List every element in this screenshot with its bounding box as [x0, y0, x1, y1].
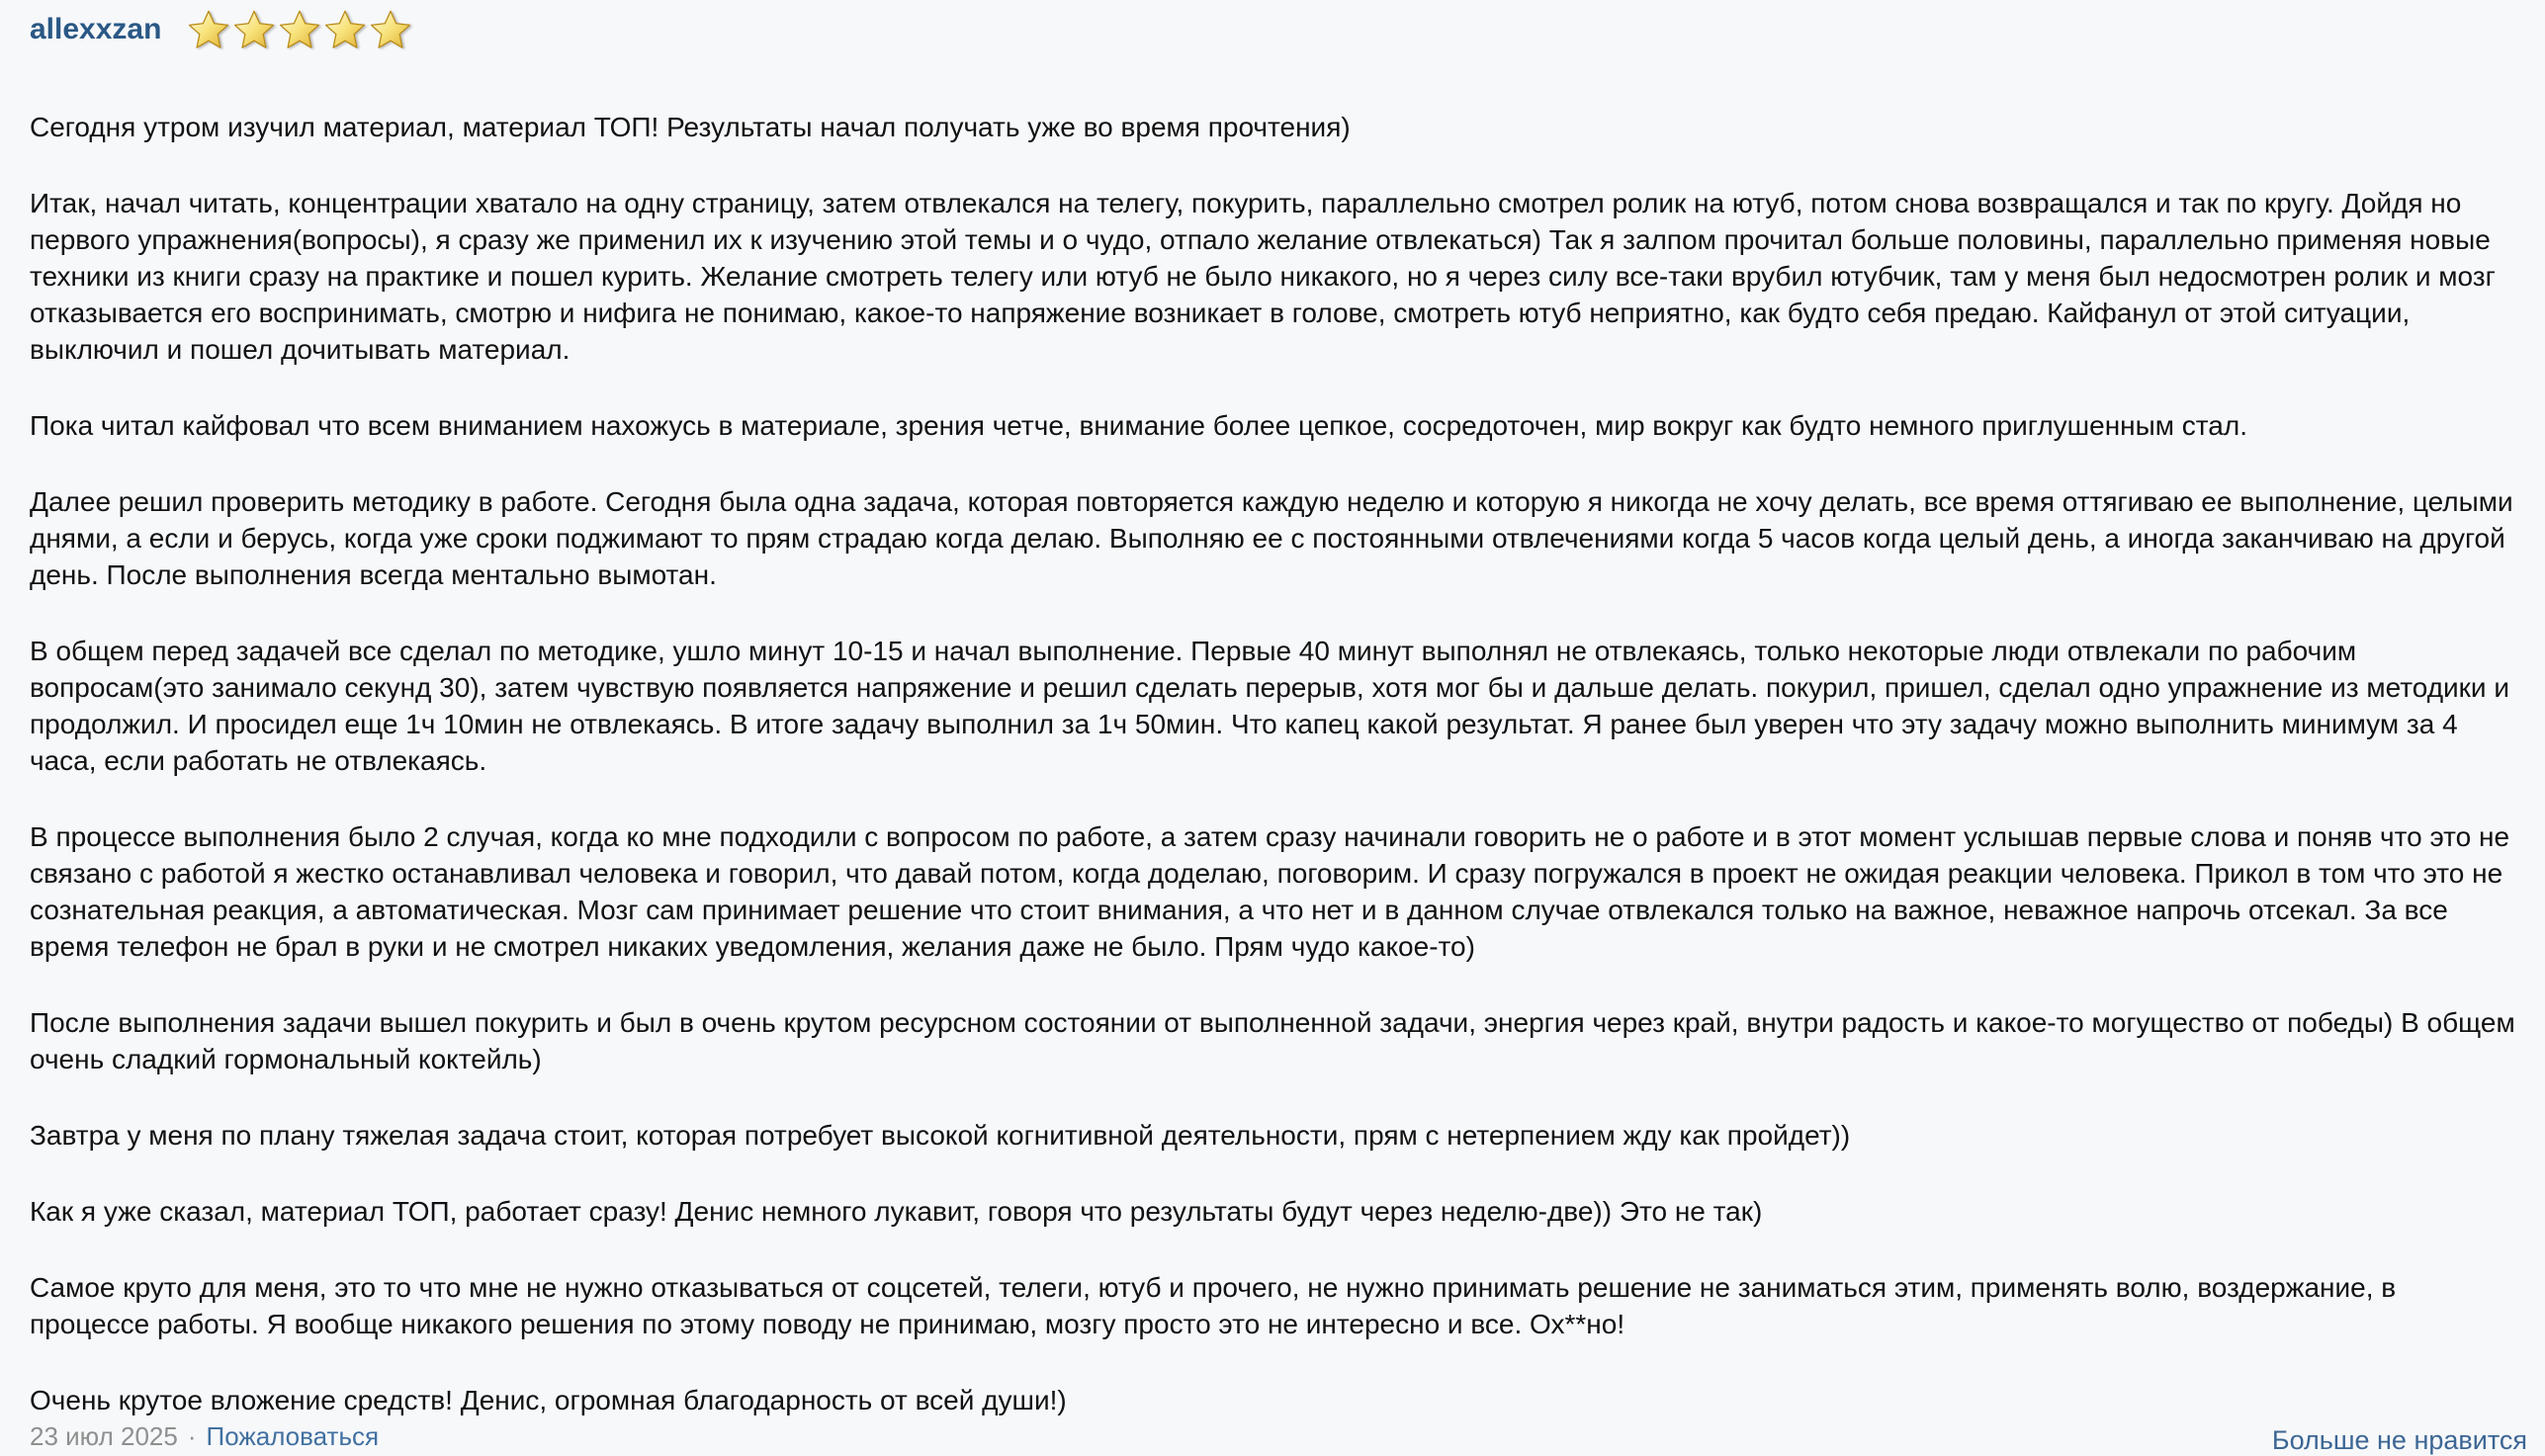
star-icon	[278, 8, 321, 51]
star-icon	[232, 8, 276, 51]
review-header	[30, 8, 2515, 51]
review-text	[30, 109, 2515, 1418]
review-paragraph: Очень крутое вложение средств! Денис, огромная благодарность от всей души!)	[30, 1385, 1067, 1415]
review-paragraph: Далее решил проверить методику в работе. Сегодня была одна задача, которая повторяется каждую неделю и которую я никогда не хочу делать, все время оттягиваю ее выполнение, целыми днями, а если и берусь, когда уже сроки поджимают то прям страдаю когда делаю. Выполняю ее с постоянными отвлечениями когда 5 часов когда целый день, а иногда заканчиваю на другой день. После выполнения всегда ментально вымотан.	[30, 486, 2513, 590]
review-paragraph: Итак, начал читать, концентрации хватало на одну страницу, затем отвлекался на телегу, покурить, параллельно смотрел ролик на ютуб, потом снова возвращался и так по кругу. Дойдя но первого упражнения(вопросы), я сразу же применил их к изучению этой темы и о чудо, отпало желание отвлекаться) Так я залпом прочитал больше половины, параллельно применяя новые техники из книги сразу на практике и пошел курить. Желание смотреть телегу или ютуб не было никакого, но я через силу все-таки врубил ютубчик, там у меня был недосмотрен ролик и мозг отказывается его воспринимать, смотрю и нифига не понимаю, какое-то напряжение возникает в голове, смотреть ютуб неприятно, как будто себя предаю. Кайфанул от этой ситуации, выключил и пошел дочитывать материал.	[30, 188, 2496, 365]
review-paragraph: В общем перед задачей все сделал по методике, ушло минут 10-15 и начал выполнение. Первые 40 минут выполнял не отвлекаясь, только некоторые люди отвлекали по рабочим вопросам(это занимало секунд 30), затем чувствую появляется напряжение и решил сделать перерыв, хотя мог бы и дальше делать. покурил, пришел, сделал одно упражнение из методики и продолжил. И просидел еще 1ч 10мин не отвлекаясь. В итоге задачу выполнил за 1ч 50мин. Что капец какой результат. Я ранее был уверен что эту задачу можно выполнить минимум за 4 часа, если работать не отвлекаясь.	[30, 636, 2509, 776]
review-footer	[30, 1421, 379, 1452]
review-paragraph: Пока читал кайфовал что всем вниманием нахожусь в материале, зрения четче, внимание более цепкое, сосредоточен, мир вокруг как будто немного приглушенным стал.	[30, 410, 2247, 441]
username-link[interactable]: allexxzan	[30, 13, 162, 45]
rating-stars	[187, 8, 412, 51]
separator-dot: ·	[187, 1421, 197, 1451]
star-icon	[369, 8, 412, 51]
review-paragraph: Завтра у меня по плану тяжелая задача стоит, которая потребует высокой когнитивной деятельности, прям с нетерпением жду как пройдет))	[30, 1120, 1851, 1151]
review-paragraph: Как я уже сказал, материал ТОП, работает сразу! Денис немного лукавит, говоря что результаты будут через неделю-две)) Это не так)	[30, 1196, 1763, 1227]
review-date: 23 июл 2025	[30, 1421, 178, 1451]
report-link[interactable]: Пожаловаться	[206, 1421, 380, 1451]
review-paragraph: В процессе выполнения было 2 случая, когда ко мне подходили с вопросом по работе, а затем сразу начинали говорить не о работе и в этот момент услышав первые слова и поняв что это не связано с работой я жестко останавливал человека и говорил, что давай потом, когда доделаю, поговорим. И сразу погружался в проект не ожидая реакции человека. Прикол в том что это не сознательная реакция, а автоматическая. Мозг сам принимает решение что стоит внимания, а что нет и в данном случае отвлекался только на важное, неважное напрочь отсекал. За все время телефон не брал в руки и не смотрел никаких уведомления, желания даже не было. Прям чудо какое-то)	[30, 821, 2510, 962]
review-paragraph: Самое круто для меня, это то что мне не нужно отказываться от соцсетей, телеги, ютуб и прочего, не нужно принимать решение не заниматься этим, применять волю, воздержание, в процессе работы. Я вообще никакого решения по этому поводу не принимаю, мозгу просто это не интересно и все. Ох**но!	[30, 1272, 2397, 1339]
star-icon	[187, 8, 230, 51]
review-paragraph: После выполнения задачи вышел покурить и был в очень крутом ресурсном состоянии от выполненной задачи, энергия через край, внутри радость и какое-то могущество от победы) В общем очень сладкий гормональный коктейль)	[30, 1007, 2515, 1074]
dislike-link[interactable]: Больше не нравится	[2271, 1425, 2527, 1455]
star-icon	[323, 8, 367, 51]
review-paragraph: Сегодня утром изучил материал, материал ТОП! Результаты начал получать уже во время прочтения)	[30, 112, 1351, 142]
